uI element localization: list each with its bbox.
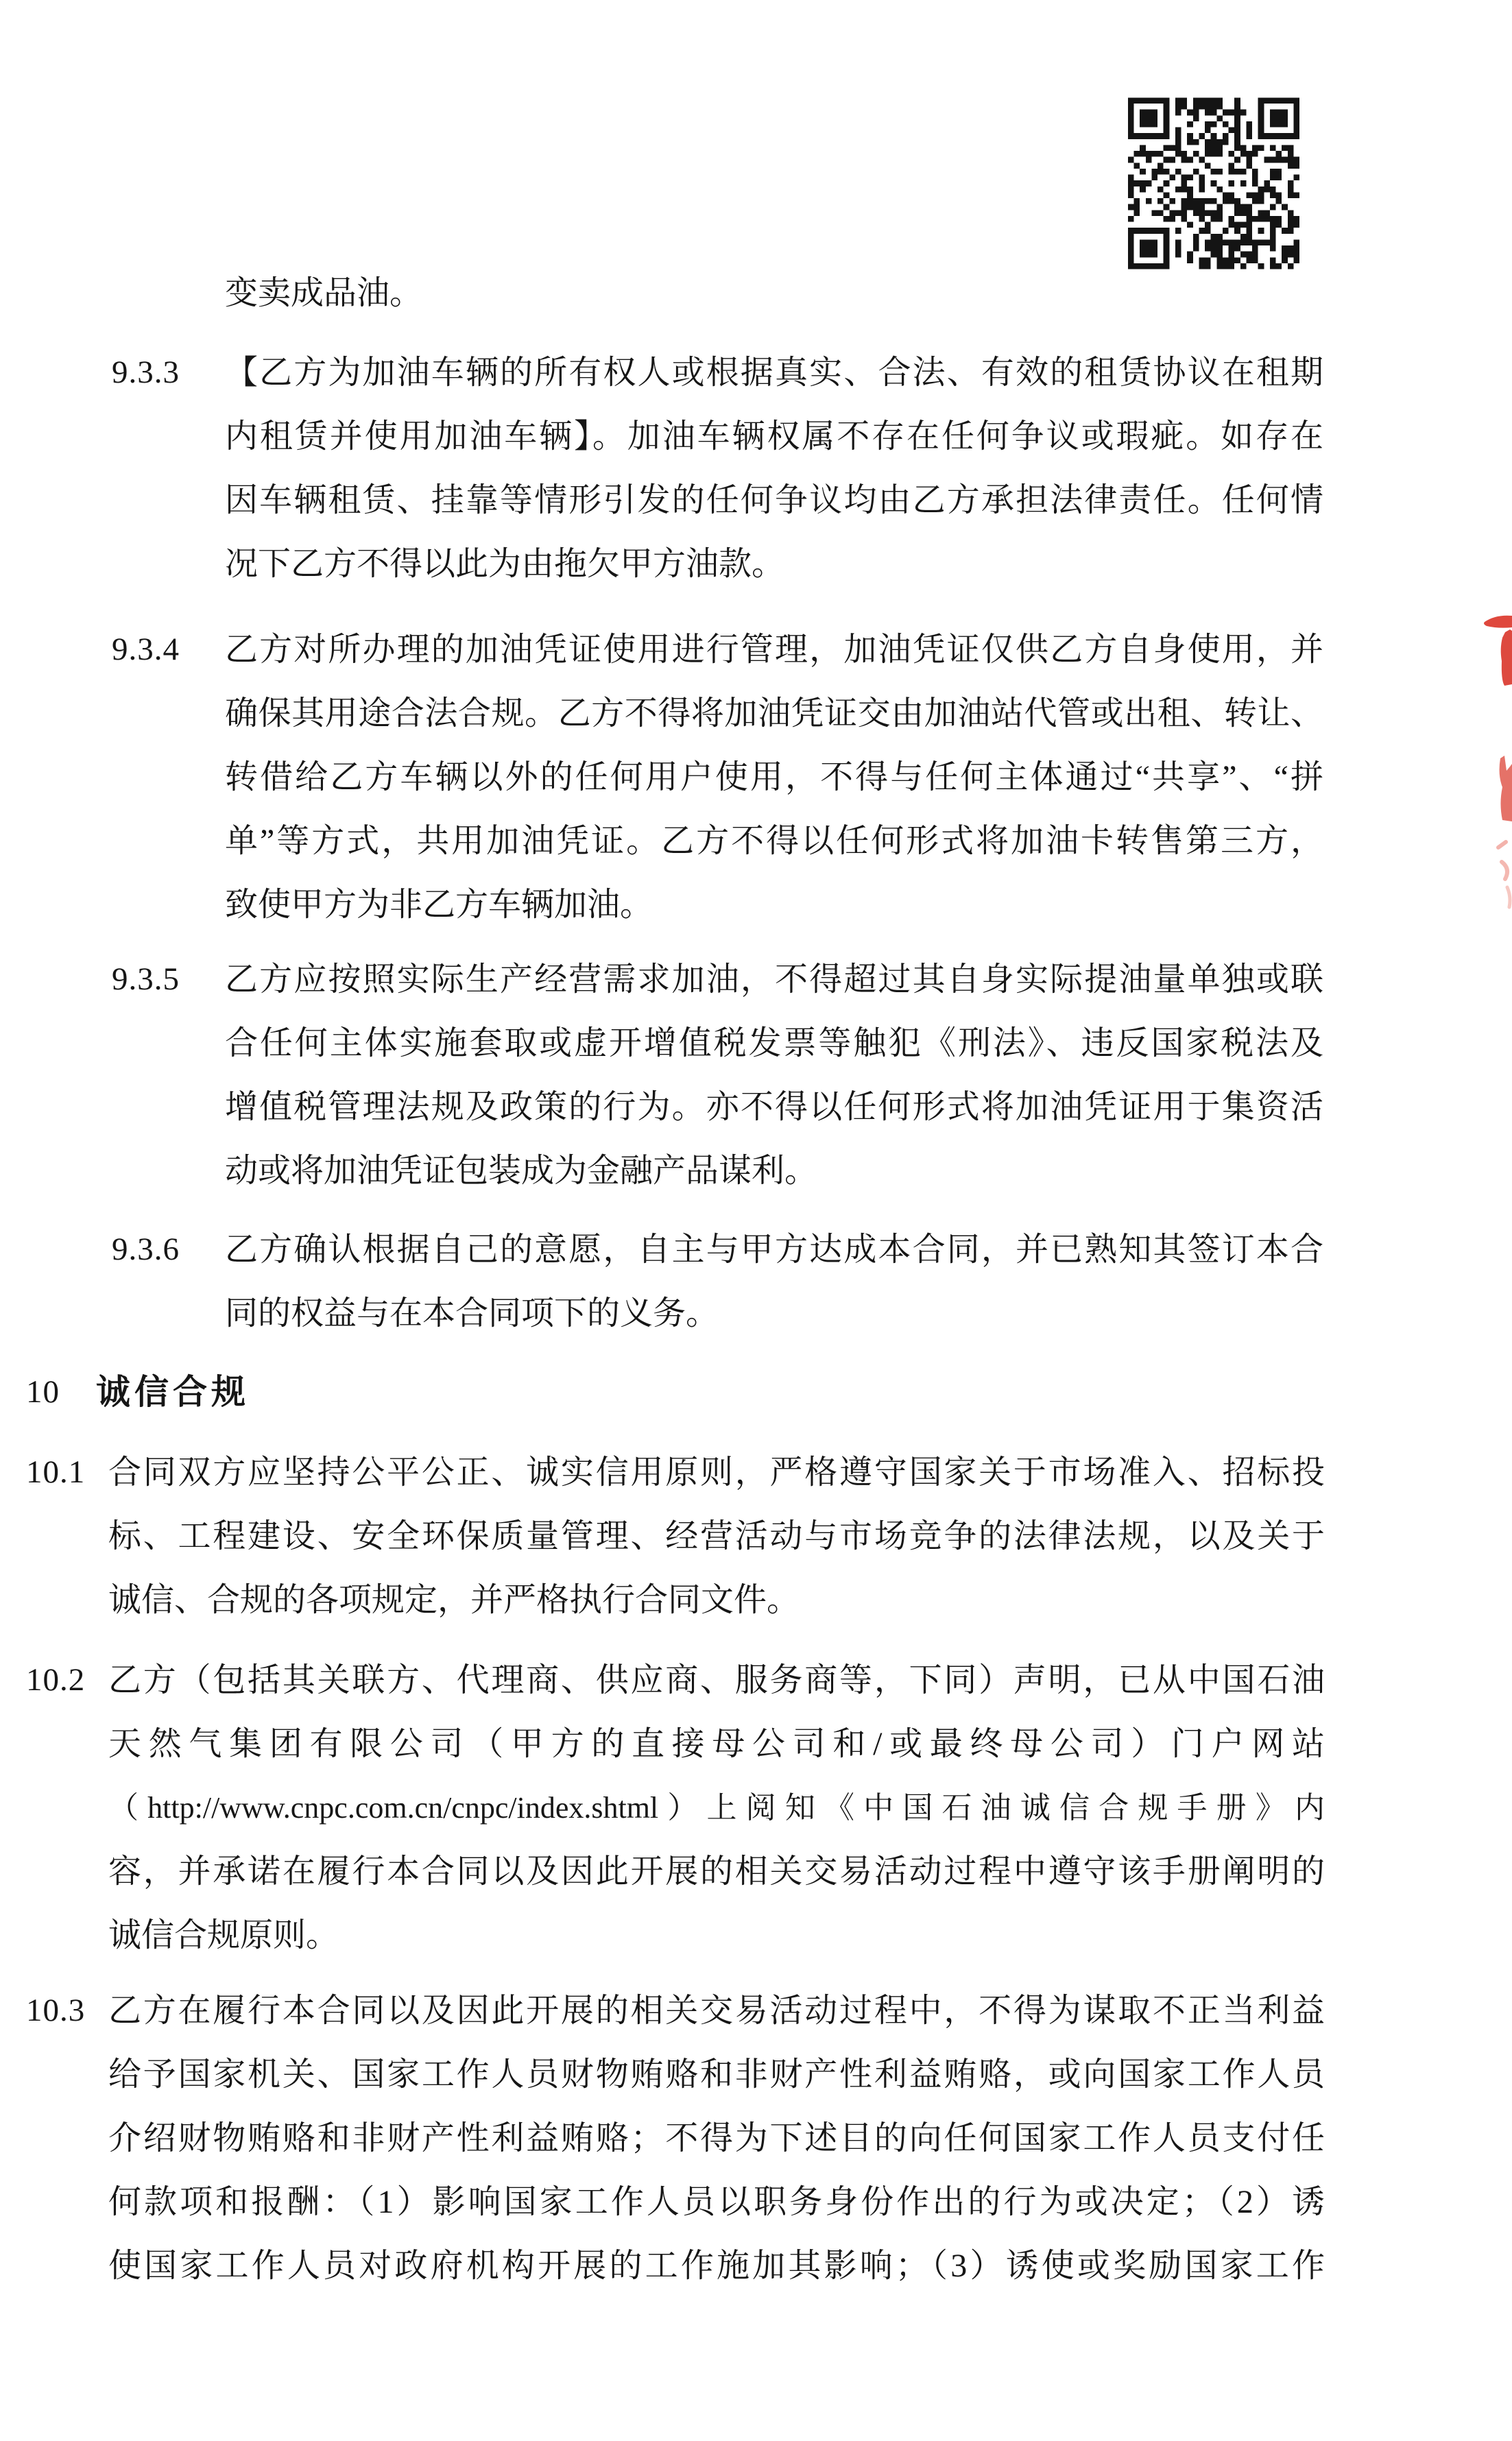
- clause-number: 9.3.6: [112, 1231, 180, 1267]
- clause-line: 标、工程建设、安全环保质量管理、经营活动与市场竞争的法律法规，以及关于: [108, 1518, 1325, 1554]
- clause-line: 况下乙方不得以此为由拖欠甲方油款。: [225, 546, 785, 582]
- clause-number: 10.3: [26, 1993, 86, 2028]
- clause-body: [225, 948, 1323, 1203]
- clause-line: 单”等方式，共用加油凭证。乙方不得以任何形式将加油卡转售第三方，: [225, 823, 1323, 859]
- clause-line: 乙方确认根据自己的意愿，自主与甲方达成本合同，并已熟知其签订本合: [225, 1231, 1323, 1268]
- clause-line: 转借给乙方车辆以外的任何用户使用，不得与任何主体通过“共享”、“拼: [225, 759, 1323, 795]
- clause-line: 合任何主体实施套取或虚开增值税发票等触犯《刑法》、违反国家税法及: [225, 1025, 1323, 1061]
- section-heading-title: 诚信合规: [96, 1373, 250, 1411]
- clause-body: [225, 261, 1323, 325]
- clause-line: 给予国家机关、国家工作人员财物贿赂和非财产性利益贿赂，或向国家工作人员: [108, 2056, 1325, 2093]
- qr-modules: [1128, 98, 1299, 269]
- clause-line: 何款项和报酬：（1）影响国家工作人员以职务身份作出的行为或决定；（2）诱: [108, 2184, 1325, 2220]
- clause-line: 因车辆租赁、挂靠等情形引发的任何争议均由乙方承担法律责任。任何情: [225, 482, 1323, 518]
- clause-line: 动或将加油凭证包装成为金融产品谋利。: [225, 1153, 818, 1189]
- clause-line: 【乙方为加油车辆的所有权人或根据真实、合法、有效的租赁协议在租期: [225, 354, 1323, 391]
- qr-code: [1128, 97, 1299, 269]
- clause-line: 致使甲方为非乙方车辆加油。: [225, 887, 653, 923]
- clause-line: 天然气集团有限公司（甲方的直接母公司和/或最终母公司）门户网站: [108, 1726, 1325, 1762]
- clause-line: 诚信合规原则。: [108, 1917, 339, 1953]
- clause-body: [225, 341, 1323, 596]
- clause-line: 乙方对所办理的加油凭证使用进行管理，加油凭证仅供乙方自身使用，并: [225, 632, 1323, 668]
- clause-line: 乙方在履行本合同以及因此开展的相关交易活动过程中，不得为谋取不正当利益: [108, 1993, 1325, 2029]
- clause-line: 乙方应按照实际生产经营需求加油，不得超过其自身实际提油量单独或联: [225, 961, 1323, 998]
- clause-number: 9.3.3: [112, 354, 180, 390]
- red-seal-fragment: [1471, 603, 1512, 919]
- clause-body: [225, 1218, 1323, 1345]
- clause-line: 合同双方应坚持公平公正、诚实信用原则，严格遵守国家关于市场准入、招标投: [108, 1454, 1325, 1491]
- clause-line: 乙方（包括其关联方、代理商、供应商、服务商等，下同）声明，已从中国石油: [108, 1662, 1325, 1698]
- clause-line: 诚信、合规的各项规定，并严格执行合同文件。: [108, 1582, 800, 1618]
- seal-stroke-wedge: [1484, 616, 1512, 628]
- clause-body: [108, 1648, 1325, 1967]
- clause-body: [108, 1979, 1325, 2298]
- clause-line: 介绍财物贿赂和非财产性利益贿赂；不得为下述目的向任何国家工作人员支付任: [108, 2120, 1325, 2156]
- clause-line: 容，并承诺在履行本合同以及因此开展的相关交易活动过程中遵守该手册阐明的: [108, 1853, 1325, 1890]
- clause-number: 10.1: [26, 1454, 86, 1490]
- clause-line: 内租赁并使用加油车辆】。加油车辆权属不存在任何争议或瑕疵。如存在: [225, 418, 1323, 455]
- clause-number: 10: [26, 1374, 60, 1410]
- clause-body: [225, 618, 1323, 937]
- clause-line: （http://www.cnpc.com.cn/cnpc/index.shtml）上阅知《中国石油诚信合规手册》内: [108, 1791, 1325, 1825]
- seal-stroke-vertical: [1501, 629, 1512, 686]
- clause-number: 10.2: [26, 1662, 86, 1698]
- clause-line: 使国家工作人员对政府机构开展的工作施加其影响；（3）诱使或奖励国家工作: [108, 2248, 1325, 2284]
- clause-number: 9.3.4: [112, 632, 180, 667]
- clause-line: 确保其用途合法合规。乙方不得将加油凭证交由加油站代管或出租、转让、: [225, 695, 1323, 732]
- seal-stroke-faint: [1498, 842, 1510, 907]
- seal-stroke-blob: [1500, 756, 1512, 821]
- clause-line: 变卖成品油。: [225, 275, 423, 311]
- clause-body: [108, 1441, 1325, 1632]
- clause-line: 增值税管理法规及政策的行为。亦不得以任何形式将加油凭证用于集资活: [225, 1089, 1323, 1125]
- clause-line: 同的权益与在本合同项下的义务。: [225, 1295, 719, 1332]
- clause-number: 9.3.5: [112, 961, 180, 997]
